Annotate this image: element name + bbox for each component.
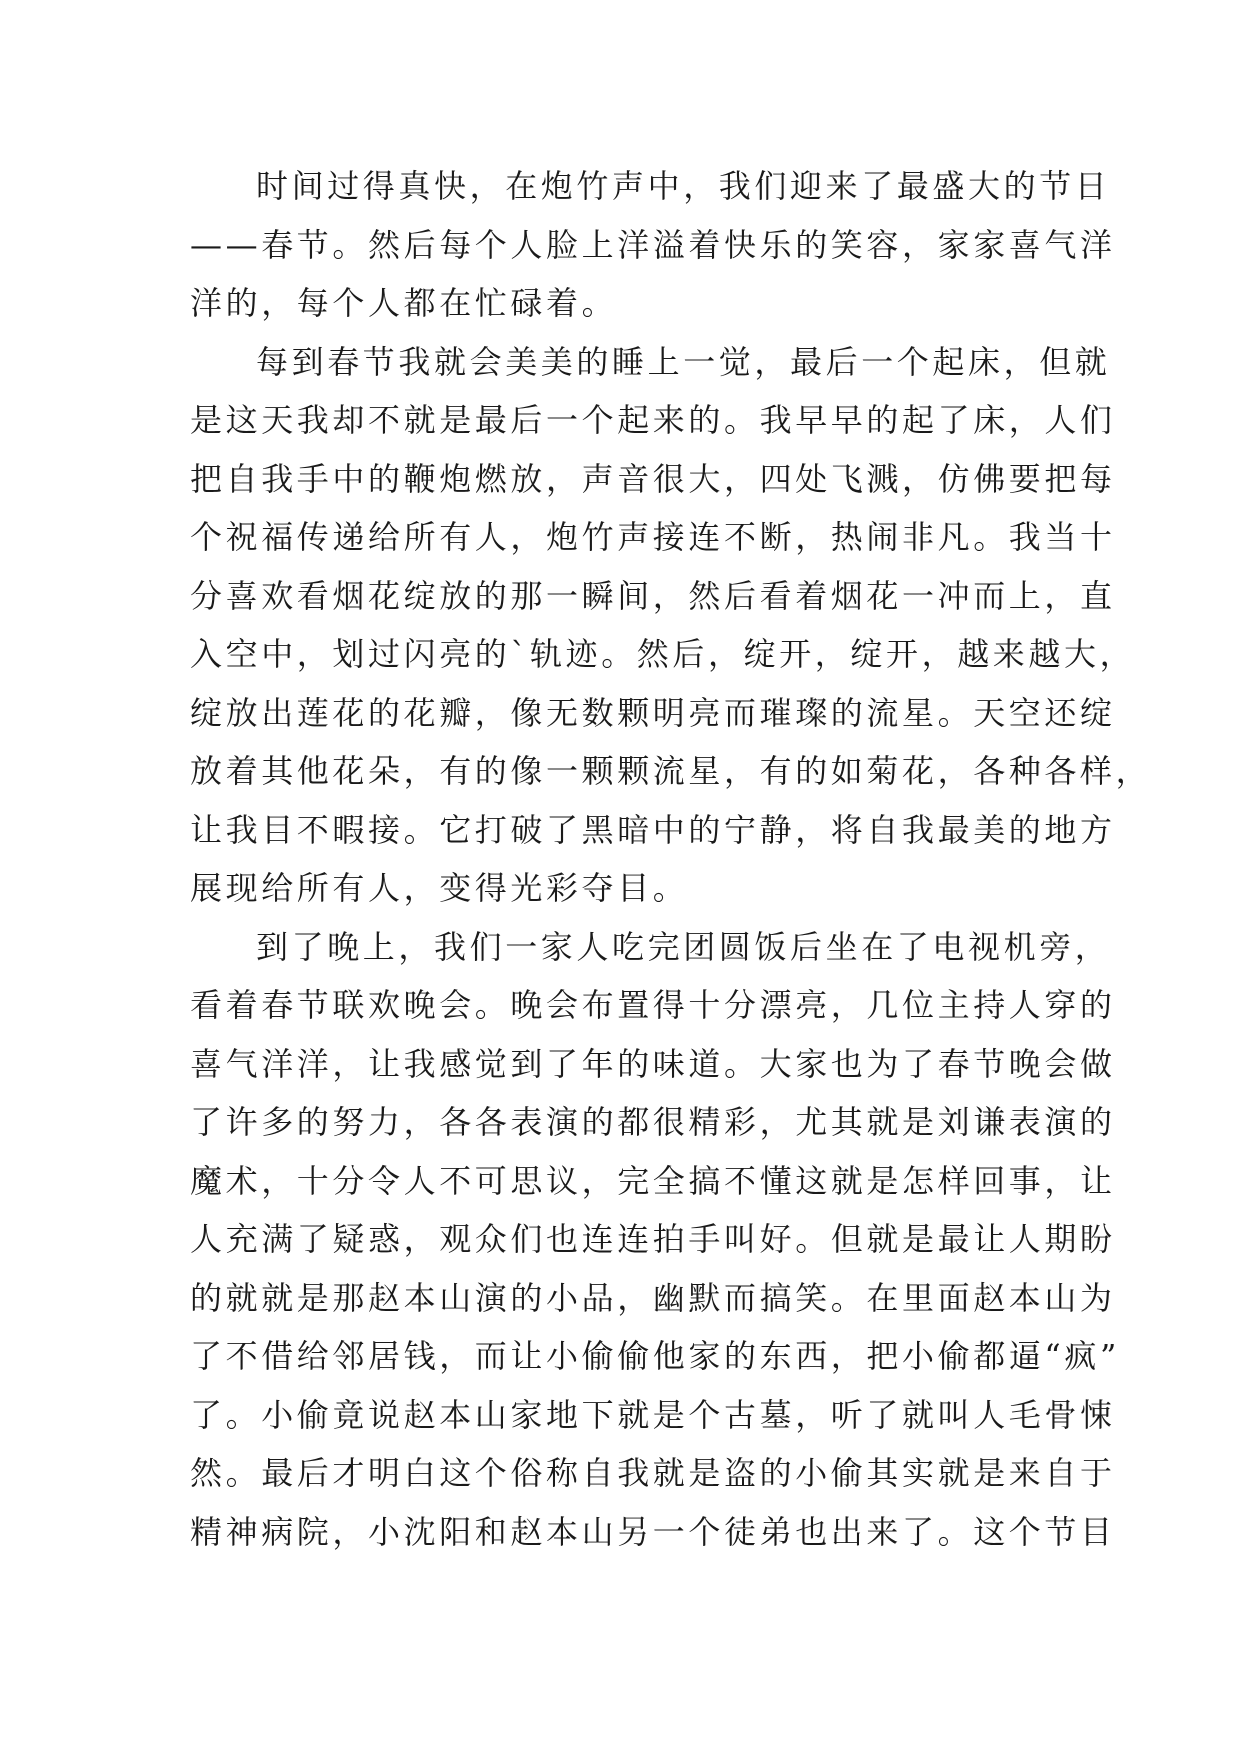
text-line: 时间过得真快，在炮竹声中，我们迎来了最盛大的节日	[256, 167, 1111, 205]
text-line: 绽放出莲花的花瓣，像无数颗明亮而璀璨的流星。天空还绽	[190, 693, 1116, 732]
text-line: 入空中，划过闪亮的`轨迹。然后，绽开，绽开，越来越大，	[190, 635, 1136, 673]
text-line: 人充满了疑惑，观众们也连连拍手叫好。但就是最让人期盼	[190, 1220, 1116, 1258]
text-line: 到了晚上，我们一家人吃完团圆饭后坐在了电视机旁，	[256, 927, 1111, 966]
paragraph-3	[190, 918, 1120, 1562]
text-line: 的就就是那赵本山演的小品，幽默而搞笑。在里面赵本山为	[190, 1278, 1116, 1317]
text-line: 精神病院，小沈阳和赵本山另一个徒弟也出来了。这个节目	[190, 1512, 1116, 1551]
text-line: ——春节。然后每个人脸上洋溢着快乐的笑容，家家喜气洋	[190, 225, 1116, 264]
document-body	[190, 157, 1152, 1561]
text-line: 了许多的努力，各各表演的都很精彩，尤其就是刘谦表演的	[190, 1103, 1116, 1141]
text-line: 每到春节我就会美美的睡上一觉，最后一个起床，但就	[256, 342, 1111, 381]
paragraph-1	[190, 157, 1116, 333]
text-line: 了。小偷竟说赵本山家地下就是个古墓，听了就叫人毛骨悚	[190, 1395, 1116, 1434]
text-line: 把自我手中的鞭炮燃放，声音很大，四处飞溅，仿佛要把每	[190, 459, 1116, 498]
text-line: 让我目不暇接。它打破了黑暗中的宁静，将自我最美的地方	[190, 810, 1116, 849]
text-line: 展现给所有人，变得光彩夺目。	[190, 869, 689, 907]
text-line: 个祝福传递给所有人，炮竹声接连不断，热闹非凡。我当十	[190, 518, 1116, 556]
text-line: 洋的，每个人都在忙碌着。	[190, 284, 618, 322]
paragraph-2	[190, 333, 1152, 918]
text-line: 看着春节联欢晚会。晚会布置得十分漂亮，几位主持人穿的	[190, 986, 1116, 1024]
text-line: 魔术，十分令人不可思议，完全搞不懂这就是怎样回事，让	[190, 1161, 1116, 1200]
text-line: 然。最后才明白这个俗称自我就是盗的小偷其实就是来自于	[190, 1454, 1116, 1492]
text-line: 放着其他花朵，有的像一颗颗流星，有的如菊花，各种各样，	[190, 752, 1152, 790]
text-line: 是这天我却不就是最后一个起来的。我早早的起了床，人们	[190, 401, 1116, 439]
text-line: 分喜欢看烟花绽放的那一瞬间，然后看着烟花一冲而上，直	[190, 576, 1116, 615]
text-line: 喜气洋洋，让我感觉到了年的味道。大家也为了春节晚会做	[190, 1044, 1116, 1083]
text-line: 了不借给邻居钱，而让小偷偷他家的东西，把小偷都逼“疯”	[190, 1337, 1120, 1375]
